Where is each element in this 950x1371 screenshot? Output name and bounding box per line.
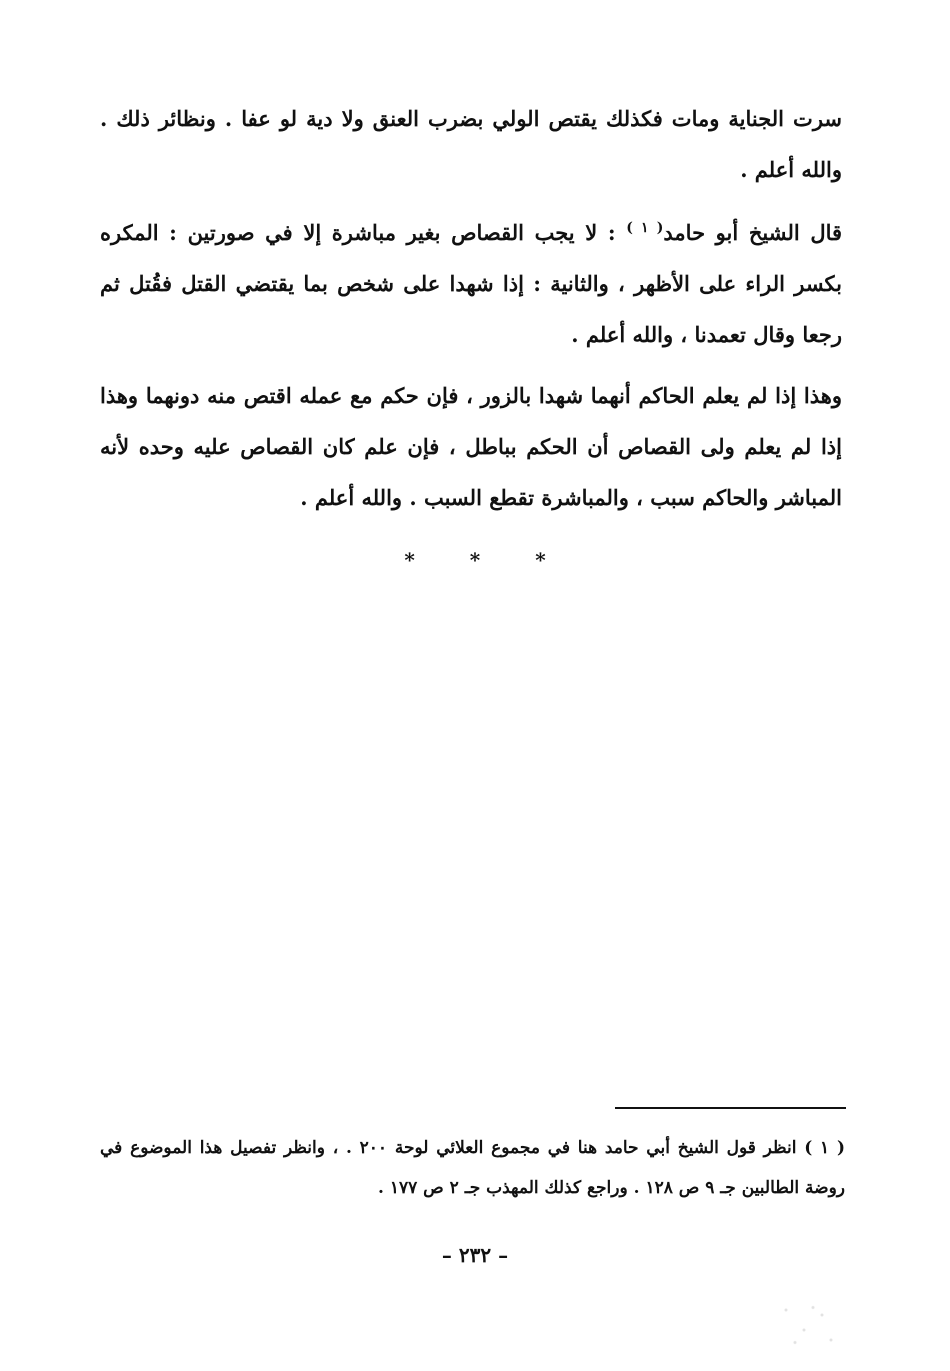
body-paragraph-2 <box>100 207 842 360</box>
body-paragraph-1: سرت الجناية ومات فكذلك يقتص الولي بضرب العنق ولا دية لو عفا . ونظائر ذلك . والله أعلم . <box>100 106 842 182</box>
paragraph-2-opening: قال الشيخ أبو حامد <box>663 220 843 245</box>
section-separator: * * * <box>404 548 570 572</box>
scan-noise <box>780 1300 840 1350</box>
body-paragraph-3: وهذا إذا لم يعلم الحاكم أنهما شهدا بالزور ، فإن حكم مع عمله اقتص منه دونهما وهذا إذا لم يعلم ولى القصاص أن الحكم بباطل ، فإن علم كان القصاص عليه وحده لأنه المباشر والحاكم سبب ، والمباشرة تقطع السبب . والله أعلم . <box>100 383 842 510</box>
footnote-divider <box>615 1107 846 1109</box>
page-number: – ٢٣٢ – <box>441 1243 509 1267</box>
paragraph-2-body: : لا يجب القصاص بغير مباشرة إلا في صورتين : المكره بكسر الراء على الأظهر ، والثانية : إذا شهدا على شخص بما يقتضي القتل فقُتل ثم رجعا وقال تعمدنا ، والله أعلم . <box>100 220 842 347</box>
footnote-1: ( ١ ) انظر قول الشيخ أبي حامد هنا في مجموع العلائي لوحة ٢٠٠ . ، وانظر تفصيل هذا الموضوع في روضة الطالبين جـ ٩ ص ١٢٨ . وراجع كذلك المهذب جـ ٢ ص ١٧٧ . <box>100 1138 846 1198</box>
footnote-reference-1[interactable]: ( ١ ) <box>626 220 664 236</box>
